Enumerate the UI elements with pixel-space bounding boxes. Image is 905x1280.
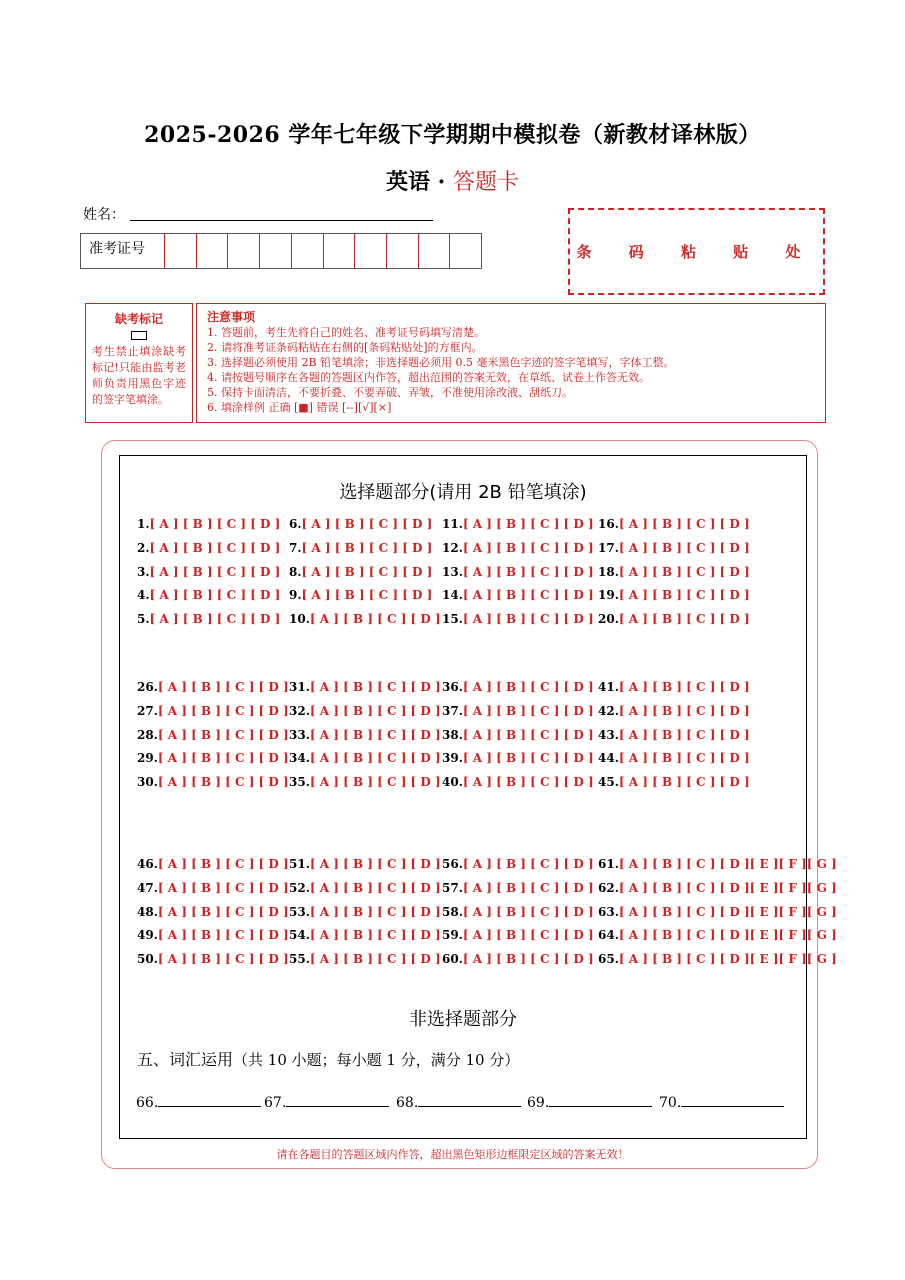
question-9	[289, 588, 432, 602]
exam-id-cell[interactable]	[324, 234, 356, 268]
answer-bubbles[interactable]: [ A ] [ B ] [ C ] [ D ]	[462, 880, 594, 895]
question-7	[289, 541, 432, 555]
answer-bubbles[interactable]: [ A ] [ B ] [ C ] [ D ]	[462, 904, 594, 919]
question-45	[598, 775, 750, 789]
question-number: 16.	[598, 517, 619, 531]
answer-bubbles[interactable]: [ A ] [ B ] [ C ] [ D ]	[157, 727, 289, 742]
answer-bubbles[interactable]: [ A ] [ B ] [ C ] [ D ][ E ][ F ][ G ]	[618, 928, 837, 943]
question-number: 49.	[137, 928, 158, 943]
blank-number: 67.	[264, 1095, 287, 1111]
question-number: 51.	[289, 857, 310, 871]
answer-bubbles[interactable]: [ A ] [ B ] [ C ] [ D ]	[157, 775, 289, 790]
answer-bubbles[interactable]: [ A ] [ B ] [ C ] [ D ]	[462, 751, 594, 766]
notes-item: 5. 保持卡面清洁，不要折叠、不要弄破、弄皱，不准使用涂改液、刮纸刀。	[207, 386, 573, 399]
answer-bubbles[interactable]: [ A ] [ B ] [ C ] [ D ]	[301, 517, 433, 531]
subtitle	[0, 165, 905, 196]
question-number: 29.	[137, 751, 158, 766]
answer-bubbles[interactable]: [ A ] [ B ] [ C ] [ D ]	[462, 727, 594, 742]
answer-bubbles[interactable]: [ A ] [ B ] [ C ] [ D ]	[462, 775, 594, 790]
question-46	[137, 857, 289, 871]
question-59	[442, 928, 594, 942]
question-34	[289, 751, 441, 765]
nonchoice-section-title: 非选择题部分	[409, 1009, 517, 1030]
question-16	[598, 517, 750, 531]
blank-number: 69.	[527, 1095, 550, 1111]
exam-id-box	[80, 233, 482, 269]
question-number: 17.	[598, 540, 619, 555]
question-17	[598, 541, 750, 555]
question-number: 2.	[137, 540, 150, 555]
question-3	[137, 565, 280, 579]
name-field[interactable]	[130, 220, 433, 221]
answer-bubbles[interactable]: [ A ] [ B ] [ C ] [ D ]	[618, 727, 750, 742]
exam-id-cell[interactable]	[292, 234, 324, 268]
question-number: 65.	[598, 952, 619, 967]
blank-number: 70.	[659, 1095, 682, 1111]
answer-bubbles[interactable]: [ A ] [ B ] [ C ] [ D ]	[462, 857, 594, 871]
question-13	[442, 565, 594, 579]
answer-bubbles[interactable]: [ A ] [ B ] [ C ] [ D ]	[157, 857, 289, 871]
question-number: 58.	[442, 904, 463, 919]
question-number: 6.	[289, 517, 302, 531]
question-number: 62.	[598, 880, 619, 895]
answer-bubbles[interactable]: [ A ] [ B ] [ C ] [ D ][ E ][ F ][ G ]	[618, 857, 837, 871]
question-number: 63.	[598, 904, 619, 919]
question-4	[137, 588, 280, 602]
answer-bubbles[interactable]: [ A ] [ B ] [ C ] [ D ]	[309, 703, 441, 718]
footer-warning: 请在各题目的答题区域内作答，超出黑色矩形边框限定区域的答案无效！	[276, 1148, 629, 1161]
exam-id-cell[interactable]	[165, 234, 197, 268]
question-19	[598, 588, 750, 602]
question-31	[289, 680, 441, 694]
question-58	[442, 905, 594, 919]
question-number: 20.	[598, 612, 619, 627]
answer-bubbles[interactable]: [ A ] [ B ] [ C ] [ D ]	[618, 588, 750, 603]
answer-bubbles[interactable]: [ A ] [ B ] [ C ] [ D ]	[309, 727, 441, 742]
answer-bubbles[interactable]: [ A ] [ B ] [ C ] [ D ]	[157, 928, 289, 943]
question-35	[289, 775, 441, 789]
question-14	[442, 588, 594, 602]
question-38	[442, 728, 594, 742]
subtitle-answer-card: 答题卡	[452, 170, 519, 195]
exam-id-label: 准考证号	[81, 234, 165, 268]
notes-item: 1. 答题前，考生先将自己的姓名、准考证号码填写清楚。	[207, 326, 485, 339]
answer-bubbles[interactable]: [ A ] [ B ] [ C ] [ D ]	[157, 904, 289, 919]
question-number: 34.	[289, 751, 310, 766]
exam-id-cell[interactable]	[228, 234, 260, 268]
choice-section-title: 选择题部分(请用 2B 铅笔填涂)	[339, 482, 587, 503]
blank-line[interactable]	[418, 1094, 521, 1107]
question-number: 13.	[442, 564, 463, 579]
question-number: 54.	[289, 928, 310, 943]
question-64	[598, 928, 837, 942]
question-11	[442, 517, 594, 531]
subtitle-subject: 英语 ·	[386, 169, 453, 195]
question-number: 19.	[598, 588, 619, 603]
exam-id-cell[interactable]	[197, 234, 229, 268]
vocab-blank-66	[136, 1094, 261, 1111]
blank-line[interactable]	[681, 1094, 784, 1107]
question-number: 61.	[598, 857, 619, 871]
question-number: 8.	[289, 564, 302, 579]
question-65	[598, 952, 837, 966]
question-number: 26.	[137, 680, 158, 694]
question-30	[137, 775, 289, 789]
absent-mark-title: 缺考标记	[114, 312, 163, 326]
answer-bubbles[interactable]: [ A ] [ B ] [ C ] [ D ]	[309, 680, 441, 694]
question-32	[289, 704, 441, 718]
question-number: 40.	[442, 775, 463, 790]
notes-item: 2. 请将准考证条码粘贴在右侧的[条码粘贴处]的方框内。	[207, 341, 483, 354]
question-44	[598, 751, 750, 765]
question-number: 55.	[289, 952, 310, 967]
question-27	[137, 704, 289, 718]
question-62	[598, 881, 837, 895]
blank-line[interactable]	[158, 1094, 261, 1107]
question-60	[442, 952, 594, 966]
answer-bubbles[interactable]: [ A ] [ B ] [ C ] [ D ]	[157, 703, 289, 718]
question-number: 41.	[598, 680, 619, 694]
question-47	[137, 881, 289, 895]
blank-number: 66.	[136, 1095, 159, 1111]
answer-bubbles[interactable]: [ A ] [ B ] [ C ] [ D ]	[149, 588, 281, 603]
vocab-title: 五、词汇运用	[137, 1050, 234, 1069]
answer-bubbles[interactable]: [ A ] [ B ] [ C ] [ D ]	[462, 564, 594, 579]
question-10	[289, 612, 441, 626]
question-5	[137, 612, 280, 626]
question-number: 35.	[289, 775, 310, 790]
answer-bubbles[interactable]: [ A ] [ B ] [ C ] [ D ]	[462, 517, 594, 531]
question-number: 1.	[137, 517, 150, 531]
exam-id-cell[interactable]	[419, 234, 451, 268]
vocab-detail: （共 10 小题；每小题 1 分，满分 10 分）	[233, 1051, 520, 1069]
question-33	[289, 728, 441, 742]
question-26	[137, 680, 289, 694]
answer-bubbles[interactable]: [ A ] [ B ] [ C ] [ D ]	[157, 952, 289, 967]
question-number: 64.	[598, 928, 619, 943]
question-number: 44.	[598, 751, 619, 766]
question-number: 5.	[137, 612, 150, 627]
question-number: 32.	[289, 703, 310, 718]
barcode-area: 条 码 粘 贴 处	[568, 208, 825, 295]
question-number: 18.	[598, 564, 619, 579]
question-42	[598, 704, 750, 718]
answer-bubbles[interactable]: [ A ] [ B ] [ C ] [ D ]	[462, 540, 594, 555]
question-12	[442, 541, 594, 555]
notes-item: 4. 请按题号顺序在各题的答题区内作答，超出范围的答案无效，在草纸、试卷上作答无效。	[207, 371, 650, 384]
question-40	[442, 775, 594, 789]
answer-bubbles[interactable]: [ A ] [ B ] [ C ] [ D ]	[462, 612, 594, 627]
blank-line[interactable]	[549, 1094, 652, 1107]
answer-bubbles[interactable]: [ A ] [ B ] [ C ] [ D ]	[618, 564, 750, 579]
question-20	[598, 612, 750, 626]
question-48	[137, 905, 289, 919]
answer-bubbles[interactable]: [ A ] [ B ] [ C ] [ D ]	[309, 904, 441, 919]
answer-bubbles[interactable]: [ A ] [ B ] [ C ] [ D ]	[301, 540, 433, 555]
question-28	[137, 728, 289, 742]
question-number: 37.	[442, 703, 463, 718]
question-51	[289, 857, 441, 871]
question-number: 30.	[137, 775, 158, 790]
question-2	[137, 541, 280, 555]
vocab-section-heading	[137, 1047, 519, 1070]
question-number: 46.	[137, 857, 158, 871]
answer-bubbles[interactable]: [ A ] [ B ] [ C ] [ D ]	[309, 612, 441, 627]
question-number: 15.	[442, 612, 463, 627]
notes-panel	[196, 303, 826, 423]
question-number: 43.	[598, 727, 619, 742]
question-number: 12.	[442, 540, 463, 555]
question-50	[137, 952, 289, 966]
answer-bubbles[interactable]: [ A ] [ B ] [ C ] [ D ]	[149, 612, 281, 627]
question-number: 52.	[289, 880, 310, 895]
page-title: 2025-2026 学年七年级下学期期中模拟卷（新教材译林版）	[144, 122, 761, 148]
answer-bubbles[interactable]: [ A ] [ B ] [ C ] [ D ]	[309, 928, 441, 943]
question-36	[442, 680, 594, 694]
blank-number: 68.	[396, 1095, 419, 1111]
answer-bubbles[interactable]: [ A ] [ B ] [ C ] [ D ][ E ][ F ][ G ]	[618, 952, 837, 967]
question-number: 50.	[137, 952, 158, 967]
question-1	[137, 517, 280, 531]
question-53	[289, 905, 441, 919]
question-number: 7.	[289, 540, 302, 555]
answer-bubbles[interactable]: [ A ] [ B ] [ C ] [ D ]	[462, 952, 594, 967]
vocab-blank-67	[264, 1094, 389, 1111]
question-49	[137, 928, 289, 942]
question-number: 4.	[137, 588, 150, 603]
exam-id-cell[interactable]	[355, 234, 387, 268]
question-number: 57.	[442, 880, 463, 895]
question-number: 27.	[137, 703, 158, 718]
question-6	[289, 517, 432, 531]
question-number: 47.	[137, 880, 158, 895]
question-37	[442, 704, 594, 718]
answer-bubbles[interactable]: [ A ] [ B ] [ C ] [ D ]	[309, 857, 441, 871]
question-number: 42.	[598, 703, 619, 718]
exam-id-cell[interactable]	[260, 234, 292, 268]
answer-bubbles[interactable]: [ A ] [ B ] [ C ] [ D ]	[462, 703, 594, 718]
absent-mark-panel	[85, 303, 193, 423]
answer-area-inner-border	[119, 455, 807, 1139]
question-61	[598, 857, 837, 871]
answer-bubbles[interactable]: [ A ] [ B ] [ C ] [ D ]	[618, 680, 750, 694]
answer-bubbles[interactable]: [ A ] [ B ] [ C ] [ D ]	[462, 680, 594, 694]
question-55	[289, 952, 441, 966]
question-52	[289, 881, 441, 895]
answer-bubbles[interactable]: [ A ] [ B ] [ C ] [ D ]	[309, 880, 441, 895]
name-label: 姓名：	[83, 207, 125, 223]
vocab-blank-68	[396, 1094, 521, 1111]
question-number: 59.	[442, 928, 463, 943]
answer-bubbles[interactable]: [ A ] [ B ] [ C ] [ D ]	[157, 880, 289, 895]
question-number: 60.	[442, 952, 463, 967]
vocab-blank-69	[527, 1094, 652, 1111]
answer-bubbles[interactable]: [ A ] [ B ] [ C ] [ D ]	[618, 612, 750, 627]
answer-bubbles[interactable]: [ A ] [ B ] [ C ] [ D ]	[618, 775, 750, 790]
answer-bubbles[interactable]: [ A ] [ B ] [ C ] [ D ]	[462, 588, 594, 603]
answer-bubbles[interactable]: [ A ] [ B ] [ C ] [ D ]	[149, 540, 281, 555]
answer-bubbles[interactable]: [ A ] [ B ] [ C ] [ D ]	[309, 775, 441, 790]
exam-id-cells	[165, 234, 481, 268]
question-18	[598, 565, 750, 579]
question-43	[598, 728, 750, 742]
question-8	[289, 565, 432, 579]
question-57	[442, 881, 594, 895]
notes-item: 3. 选择题必须使用 2B 铅笔填涂；非选择题必须用 0.5 毫米黑色字迹的签字笔填写，字体工整。	[207, 356, 675, 369]
notes-item: 6. 填涂样例 正确 [■] 错误 [--][√][×]	[207, 401, 392, 414]
absent-mark-text: 考生禁止填涂缺考标记!只能由监考老师负责用黑色字迹的签字笔填涂。	[92, 345, 186, 406]
notes-title: 注意事项	[207, 310, 256, 324]
vocab-blank-70	[659, 1094, 784, 1111]
answer-bubbles[interactable]: [ A ] [ B ] [ C ] [ D ]	[462, 928, 594, 943]
answer-bubbles[interactable]: [ A ] [ B ] [ C ] [ D ]	[309, 952, 441, 967]
question-29	[137, 751, 289, 765]
answer-bubbles[interactable]: [ A ] [ B ] [ C ] [ D ]	[149, 517, 281, 531]
question-number: 45.	[598, 775, 619, 790]
question-63	[598, 905, 837, 919]
exam-id-cell[interactable]	[387, 234, 419, 268]
question-number: 31.	[289, 680, 310, 694]
exam-id-cell[interactable]	[450, 234, 481, 268]
question-number: 56.	[442, 857, 463, 871]
answer-bubbles[interactable]: [ A ] [ B ] [ C ] [ D ][ E ][ F ][ G ]	[618, 904, 837, 919]
answer-bubbles[interactable]: [ A ] [ B ] [ C ] [ D ][ E ][ F ][ G ]	[618, 880, 837, 895]
question-number: 38.	[442, 727, 463, 742]
answer-bubbles[interactable]: [ A ] [ B ] [ C ] [ D ]	[301, 588, 433, 603]
answer-bubbles[interactable]: [ A ] [ B ] [ C ] [ D ]	[618, 703, 750, 718]
answer-bubbles[interactable]: [ A ] [ B ] [ C ] [ D ]	[618, 517, 750, 531]
question-41	[598, 680, 750, 694]
blank-line[interactable]	[286, 1094, 389, 1107]
answer-bubbles[interactable]: [ A ] [ B ] [ C ] [ D ]	[149, 564, 281, 579]
answer-bubbles[interactable]: [ A ] [ B ] [ C ] [ D ]	[618, 540, 750, 555]
answer-bubbles[interactable]: [ A ] [ B ] [ C ] [ D ]	[618, 751, 750, 766]
answer-bubbles[interactable]: [ A ] [ B ] [ C ] [ D ]	[157, 680, 289, 694]
question-number: 3.	[137, 564, 150, 579]
answer-bubbles[interactable]: [ A ] [ B ] [ C ] [ D ]	[309, 751, 441, 766]
absent-mark-checkbox[interactable]	[131, 331, 147, 340]
answer-bubbles[interactable]: [ A ] [ B ] [ C ] [ D ]	[301, 564, 433, 579]
question-number: 14.	[442, 588, 463, 603]
question-number: 10.	[289, 612, 310, 627]
question-56	[442, 857, 594, 871]
question-number: 9.	[289, 588, 302, 603]
question-15	[442, 612, 594, 626]
question-number: 48.	[137, 904, 158, 919]
question-54	[289, 928, 441, 942]
question-39	[442, 751, 594, 765]
question-number: 36.	[442, 680, 463, 694]
question-number: 11.	[442, 517, 463, 531]
question-number: 33.	[289, 727, 310, 742]
question-number: 28.	[137, 727, 158, 742]
answer-bubbles[interactable]: [ A ] [ B ] [ C ] [ D ]	[157, 751, 289, 766]
question-number: 53.	[289, 904, 310, 919]
question-number: 39.	[442, 751, 463, 766]
